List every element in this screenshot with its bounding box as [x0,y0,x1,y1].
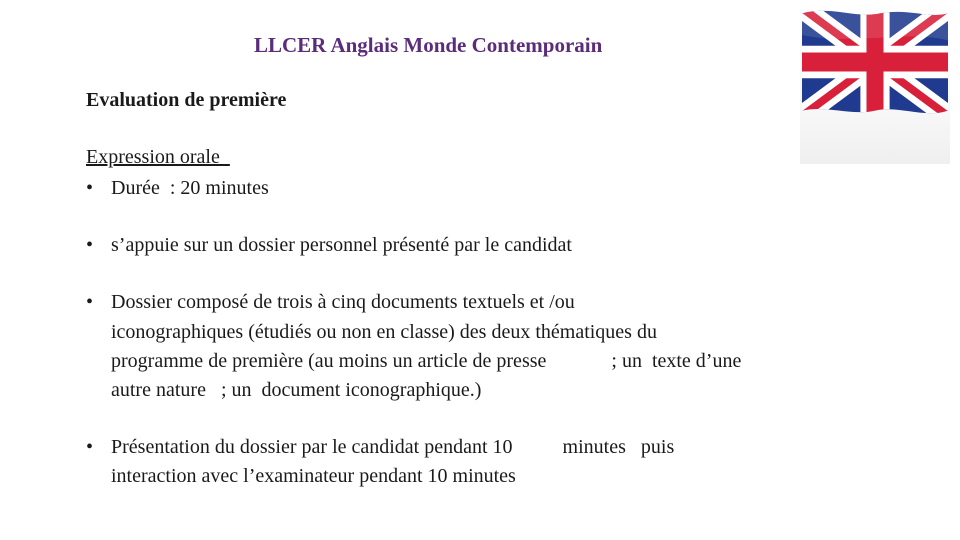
bullet-dot: • [86,177,94,199]
bullet-text: Durée : 20 minutes [111,177,269,199]
bullet-text-line: programme de première (au moins un article de presse ; un texte d’une [111,350,742,372]
bullet-text-line: Dossier composé de trois à cinq documents textuels et /ou [111,291,575,313]
bullet-text-line: Présentation du dossier par le candidat pendant 10 minutes puis [111,436,675,458]
bullet-text: s’appuie sur un dossier personnel présenté par le candidat [111,234,572,256]
bullet-text-line: interaction avec l’examinateur pendant 10 minutes [111,465,516,487]
evaluation-subtitle: Evaluation de première [86,89,287,111]
bullet-text-line: iconographiques (étudiés ou non en classe) des deux thématiques du [111,321,657,343]
slide-title: LLCER Anglais Monde Contemporain [254,33,603,57]
bullet-dot: • [86,436,94,458]
bullet-dot: • [86,291,94,313]
union-jack-flag-icon [802,8,948,116]
bullet-dot: • [86,234,94,256]
bullet-text-line: autre nature ; un document iconographique.) [111,379,482,401]
section-heading-oral: Expression orale [86,146,230,168]
